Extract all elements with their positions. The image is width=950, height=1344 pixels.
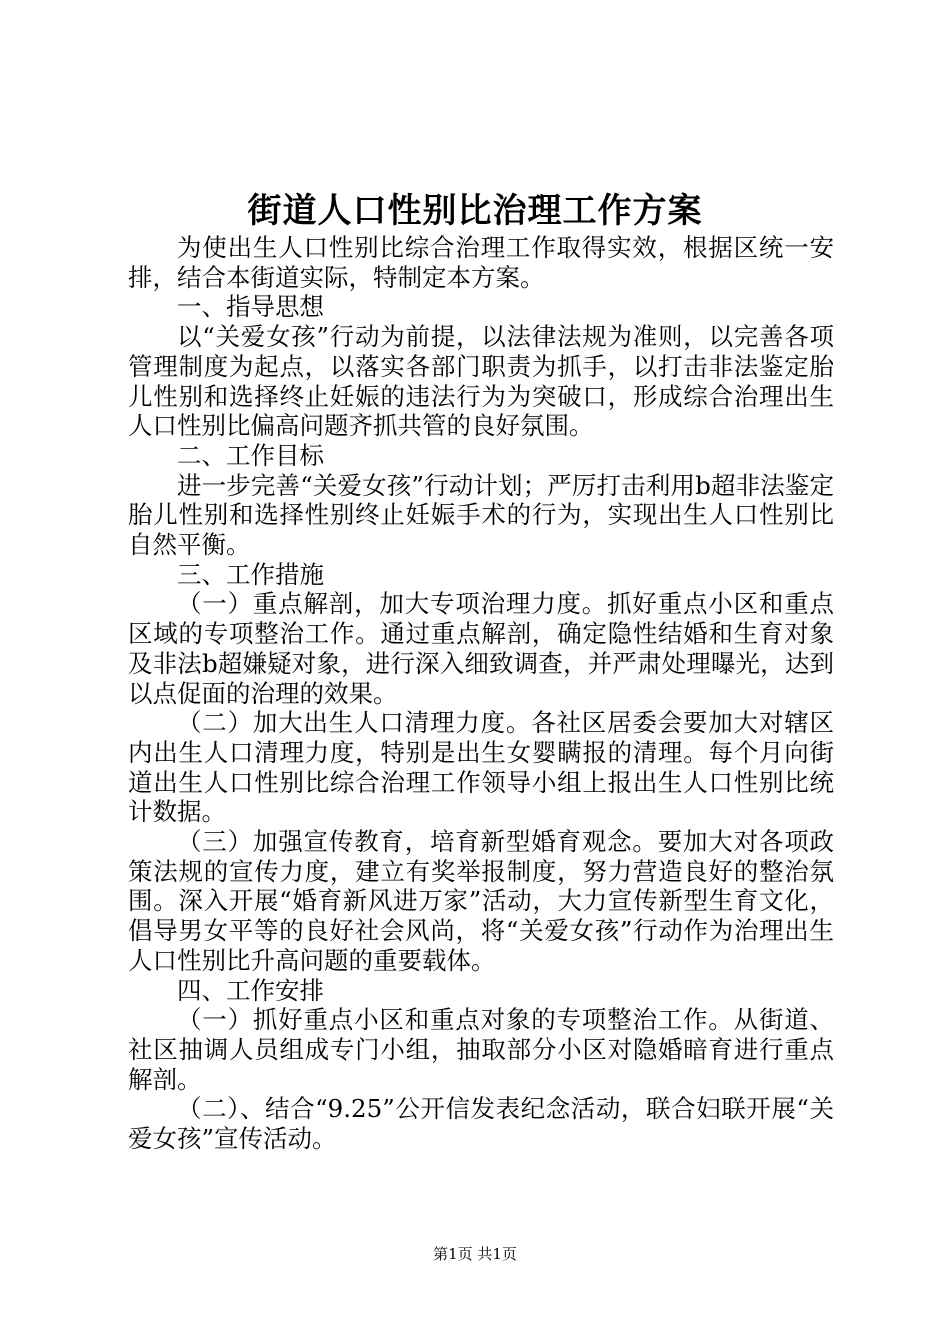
section-heading-work-goal: 二、工作目标 — [177, 440, 324, 470]
work-goal-paragraph: 进一步完善“关爱女孩”行动计划；严厉打击利用b超非法鉴定胎儿性别和选择性别终止妊娠手术的行为，实现出生人口性别比自然平衡。 — [128, 470, 834, 560]
section-heading-work-arrangement: 四、工作安排 — [177, 975, 324, 1005]
measure-2-paragraph: （二）加大出生人口清理力度。各社区居委会要加大对辖区内出生人口清理力度，特别是出生女婴瞒报的清理。每个月向街道出生人口性别比综合治理工作领导小组上报出生人口性别比统计数据。 — [128, 708, 834, 827]
document-body — [128, 233, 834, 1154]
document-title: 街道人口性别比治理工作方案 — [247, 191, 703, 231]
intro-paragraph: 为使出生人口性别比综合治理工作取得实效，根据区统一安排，结合本街道实际，特制定本方案。 — [128, 233, 834, 292]
section-heading-work-measures: 三、工作措施 — [177, 559, 324, 589]
section-heading-guiding-thought: 一、指导思想 — [177, 292, 324, 322]
arrangement-2-paragraph: （二）、结合“9.25”公开信发表纪念活动，联合妇联开展“关爱女孩”宣传活动。 — [128, 1094, 834, 1154]
page-footer: 第1页 共1页 — [433, 1245, 517, 1263]
guiding-thought-paragraph: 以“关爱女孩”行动为前提，以法律法规为准则，以完善各项管理制度为起点，以落实各部门职责为抓手，以打击非法鉴定胎儿性别和选择终止妊娠的违法行为为突破口，形成综合治理出生人口性别比偏高问题齐抓共管的良好氛围。 — [128, 322, 834, 441]
measure-3-paragraph: （三）加强宣传教育，培育新型婚育观念。要加大对各项政策法规的宣传力度，建立有奖举报制度，努力营造良好的整治氛围。深入开展“婚育新风进万家”活动，大力宣传新型生育文化，倡导男女平等的良好社会风尚，将“关爱女孩”行动作为治理出生人口性别比升高问题的重要载体。 — [128, 827, 834, 975]
arrangement-1-paragraph: （一）抓好重点小区和重点对象的专项整治工作。从街道、社区抽调人员组成专门小组，抽取部分小区对隐婚暗育进行重点解剖。 — [128, 1005, 834, 1094]
measure-1-paragraph: （一）重点解剖，加大专项治理力度。抓好重点小区和重点区域的专项整治工作。通过重点解剖，确定隐性结婚和生育对象及非法b超嫌疑对象，进行深入细致调查，并严肃处理曝光，达到以点促面的治理的效果。 — [128, 589, 834, 708]
